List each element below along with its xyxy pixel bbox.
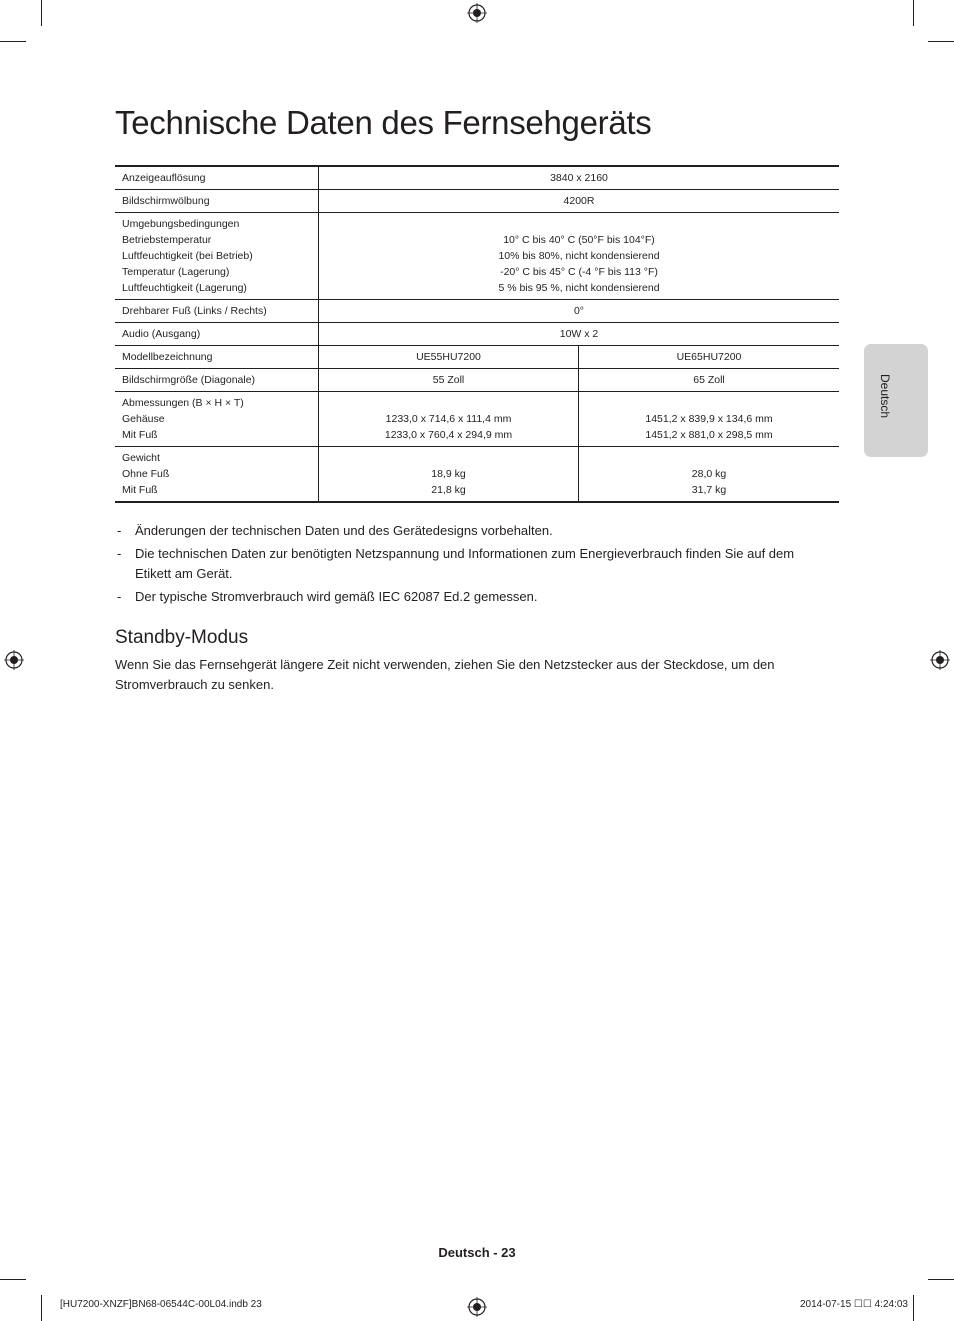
spec-value: 65 Zoll	[579, 369, 840, 392]
list-item	[115, 544, 815, 584]
spec-value-line: 5 % bis 95 %, nicht kondensierend	[498, 281, 660, 294]
spec-label-line: Mit Fuß	[122, 429, 158, 441]
note-text: Der typische Stromverbrauch wird gemäß IEC 62087 Ed.2 gemessen.	[135, 589, 538, 604]
spec-label-line: Luftfeuchtigkeit (bei Betrieb)	[122, 250, 253, 262]
page-number: Deutsch - 23	[438, 1245, 516, 1260]
note-text: Die technischen Daten zur benötigten Netzspannung und Informationen zum Energieverbrauch finden Sie auf dem Etikett am Gerät.	[135, 546, 795, 581]
crop-mark	[913, 1295, 914, 1321]
registration-mark-icon	[4, 650, 24, 670]
notes-list	[115, 521, 815, 610]
spec-value: 55 Zoll	[319, 369, 579, 392]
spec-label: Drehbarer Fuß (Links / Rechts)	[115, 300, 319, 323]
side-tab-label: Deutsch	[878, 374, 892, 419]
section-text: Wenn Sie das Fernsehgerät längere Zeit nicht verwenden, ziehen Sie den Netzstecker aus der Steckdose, um den Stromverbrauch zu senken.	[115, 657, 775, 692]
spec-label: Modellbezeichnung	[115, 346, 319, 369]
list-dash: -	[117, 546, 122, 561]
spec-value	[579, 447, 840, 503]
spec-label-line: Luftfeuchtigkeit (Lagerung)	[122, 282, 247, 294]
spec-value: 4200R	[319, 190, 840, 213]
table-row	[115, 166, 839, 190]
spec-value: 0°	[319, 300, 840, 323]
table-row	[115, 300, 839, 323]
registration-mark-icon	[467, 1297, 487, 1317]
spec-value-line: 1233,0 x 760,4 x 294,9 mm	[384, 429, 513, 441]
page-title: Technische Daten des Fernsehgeräts	[115, 104, 652, 141]
spec-value-line: 1451,2 x 881,0 x 298,5 mm	[645, 429, 773, 441]
spec-value: 10W x 2	[319, 323, 840, 346]
spec-label-line: Gewicht	[122, 452, 160, 464]
spec-value-line: -20° C bis 45° C (-4 °F bis 113 °F)	[500, 265, 658, 278]
crop-mark	[41, 1295, 42, 1321]
spec-value-line: 28,0 kg	[691, 468, 727, 480]
spec-label-line: Ohne Fuß	[122, 468, 170, 480]
spec-label-line: Mit Fuß	[122, 484, 158, 496]
spec-label: Anzeigeauflösung	[115, 166, 319, 190]
table-row	[115, 369, 839, 392]
spec-value	[319, 447, 579, 503]
footer-timestamp: 2014-07-15 ☐☐ 4:24:03	[799, 1299, 908, 1310]
spec-value: 3840 x 2160	[319, 166, 840, 190]
spec-value-line: 10% bis 80%, nicht kondensierend	[498, 249, 660, 262]
spec-label-line: Abmessungen (B × H × T)	[122, 397, 244, 409]
note-text: Änderungen der technischen Daten und des Gerätedesigns vorbehalten.	[135, 523, 553, 538]
spec-value	[319, 392, 579, 447]
language-side-tab	[864, 344, 928, 457]
spec-label-line: Umgebungsbedingungen	[122, 218, 240, 230]
spec-value: UE55HU7200	[319, 346, 579, 369]
registration-mark-icon	[930, 650, 950, 670]
table-row	[115, 323, 839, 346]
crop-mark	[0, 41, 26, 42]
spec-label	[115, 213, 319, 300]
spec-label-line: Gehäuse	[122, 413, 165, 425]
spec-label: Bildschirmwölbung	[115, 190, 319, 213]
spec-value-line: 18,9 kg	[431, 468, 466, 480]
list-dash: -	[117, 523, 122, 538]
crop-mark	[928, 41, 954, 42]
crop-mark	[928, 1279, 954, 1280]
spec-value-line: 10° C bis 40° C (50°F bis 104°F)	[503, 233, 655, 246]
spec-value-line: 31,7 kg	[691, 484, 727, 496]
table-row	[115, 392, 839, 447]
spec-value-line: 1451,2 x 839,9 x 134,6 mm	[645, 413, 773, 425]
crop-mark	[913, 0, 914, 26]
table-row	[115, 346, 839, 369]
spec-value	[319, 213, 840, 300]
crop-mark	[0, 1279, 26, 1280]
spec-label-line: Temperatur (Lagerung)	[122, 266, 230, 278]
spec-value	[579, 392, 840, 447]
spec-value-line: 21,8 kg	[431, 484, 466, 496]
list-item	[115, 587, 815, 607]
spec-label-line: Betriebstemperatur	[122, 234, 212, 246]
spec-label	[115, 392, 319, 447]
spec-value: UE65HU7200	[579, 346, 840, 369]
spec-label	[115, 447, 319, 503]
list-item	[115, 521, 815, 541]
section-heading: Standby-Modus	[115, 627, 249, 648]
spec-label: Bildschirmgröße (Diagonale)	[115, 369, 319, 392]
spec-table	[115, 165, 839, 503]
registration-mark-icon	[467, 3, 487, 23]
spec-value-line: 1233,0 x 714,6 x 111,4 mm	[385, 413, 512, 425]
crop-mark	[41, 0, 42, 26]
table-row	[115, 213, 839, 300]
spec-label: Audio (Ausgang)	[115, 323, 319, 346]
list-dash: -	[117, 589, 122, 604]
table-row	[115, 190, 839, 213]
footer-file-info: [HU7200-XNZF]BN68-06544C-00L04.indb 23	[60, 1299, 262, 1310]
table-row	[115, 447, 839, 503]
